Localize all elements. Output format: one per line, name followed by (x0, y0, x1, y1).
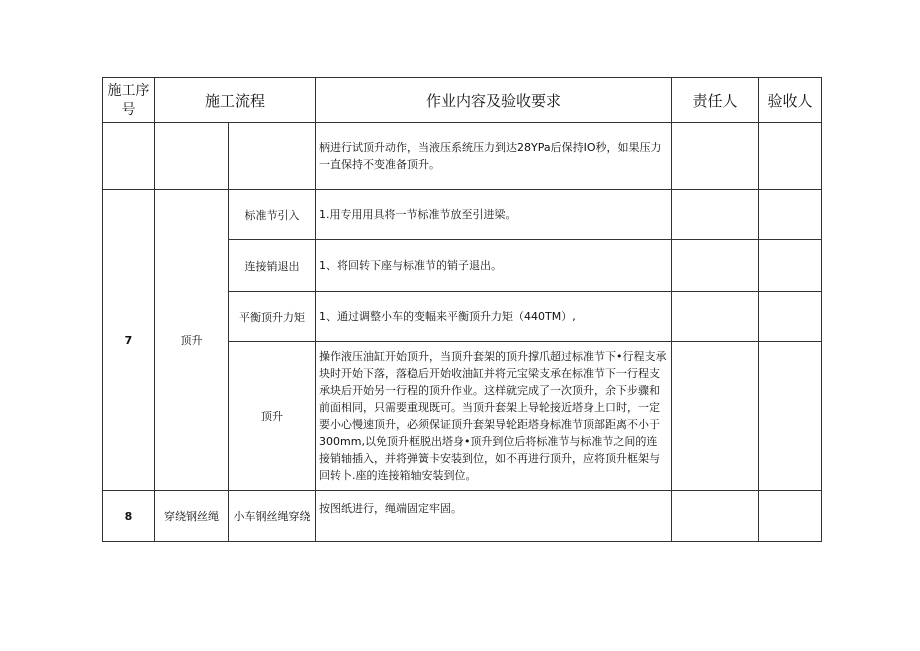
acceptor-cell (759, 123, 822, 190)
content-cell: 1、通过调整小车的变幅来平衡顶升力矩（440TM）, (316, 292, 672, 342)
seq-cell: 8 (103, 491, 155, 542)
substep-cell: 顶升 (229, 342, 316, 491)
substep-cell: 连接销退出 (229, 240, 316, 292)
header-seq: 施工序号 (103, 78, 155, 123)
step-cell: 穿绕钢丝绳 (155, 491, 229, 542)
responsible-cell (672, 491, 759, 542)
step-cell (155, 123, 229, 190)
step-cell-jacking: 顶升 (155, 190, 229, 491)
content-cell: 操作液压油缸开始顶升，当顶升套架的顶升撑爪超过标准节下•行程支承块时开始下落，落稳后开始收油缸并将元宝梁支承在标准节下一行程支承块后开始另一行程的顶升作业。这样就完成了一次顶升，余下步骤和前面相同，只需要重现既可。当顶升套架上导轮接近塔身上口时，一定要小心慢速顶升，必须保证顶升套架导轮距塔身标准节顶部距离不小于300mm,以免顶升框脱出塔身•顶升到位后将标准节与标准节之间的连接销轴插入，并将弹簧卡安装到位，如不再进行顶升，应将顶升框架与回转卜.座的连接箱轴安装到位。 (316, 342, 672, 491)
header-row (103, 78, 822, 123)
header-flow: 施工流程 (155, 78, 316, 123)
substep-cell: 标准节引入 (229, 190, 316, 240)
content-cell: 1、将回转下座与标准节的销子退出。 (316, 240, 672, 292)
seq-cell-7: 7 (103, 190, 155, 491)
header-content: 作业内容及验收要求 (316, 78, 672, 123)
table-row (103, 491, 822, 542)
acceptor-cell (759, 190, 822, 240)
table-row (103, 190, 822, 240)
header-acceptor: 验收人 (759, 78, 822, 123)
responsible-cell (672, 292, 759, 342)
substep-cell: 平衡顶升力矩 (229, 292, 316, 342)
acceptor-cell (759, 292, 822, 342)
acceptor-cell (759, 240, 822, 292)
content-cell: 按图纸进行，绳端固定牢固。 (316, 491, 672, 542)
seq-cell (103, 123, 155, 190)
responsible-cell (672, 342, 759, 491)
responsible-cell (672, 240, 759, 292)
content-cell: 1.用专用用具将一节标准节放至引进梁。 (316, 190, 672, 240)
construction-table (102, 77, 822, 542)
responsible-cell (672, 123, 759, 190)
substep-cell: 小车钢丝绳穿绕 (229, 491, 316, 542)
substep-cell (229, 123, 316, 190)
table-row (103, 123, 822, 190)
content-cell: 柄进行试顶升动作，当液压系统压力到达28YPa后保持IO秒，如果压力一直保持不变准备顶升。 (316, 123, 672, 190)
acceptor-cell (759, 491, 822, 542)
acceptor-cell (759, 342, 822, 491)
header-responsible: 责任人 (672, 78, 759, 123)
responsible-cell (672, 190, 759, 240)
